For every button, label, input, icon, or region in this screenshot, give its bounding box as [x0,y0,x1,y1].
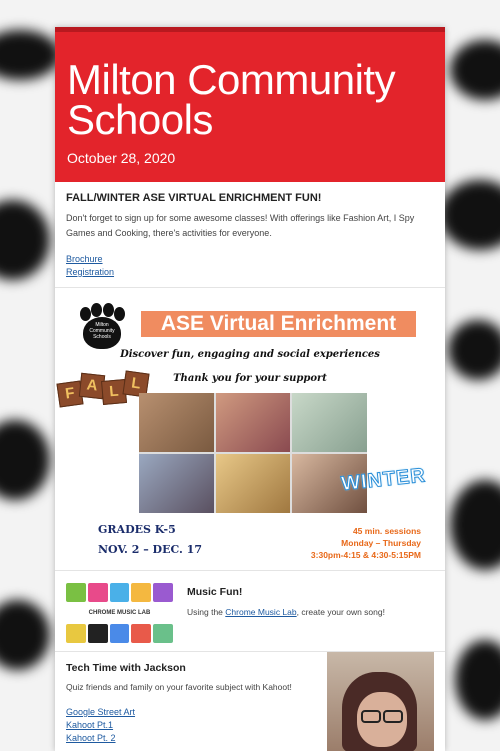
registration-link[interactable]: Registration [66,267,115,277]
cml-label: CHROME MUSIC LAB [66,604,173,623]
newsletter-date: October 28, 2020 [67,150,176,166]
google-street-art-link[interactable]: Google Street Art [66,707,136,717]
fall-letters [58,370,148,410]
music-heading: Music Fun! [187,586,243,598]
kids-photo-collage [139,393,367,513]
kahoot-part2-link[interactable]: Kahoot Pt. 2 [66,733,116,743]
fall-letter: A [79,373,105,399]
chrome-music-lab-image [66,583,173,643]
flyer-banner: ASE Virtual Enrichment [141,311,416,337]
dates-label: NOV. 2 – DEC. 17 [98,543,202,556]
page-title: Milton Community Schools [67,56,396,143]
fall-letter: F [56,380,83,407]
grades-label: GRADES K-5 [98,523,176,536]
music-body-prefix: Using the [187,607,226,617]
paw-logo [77,303,127,353]
logo-text: Milton Community Schools [89,322,115,340]
music-body [187,606,385,619]
days-label: Monday – Thursday [341,538,421,548]
tech-heading: Tech Time with Jackson [66,662,186,674]
times-label: 3:30pm-4:15 & 4:30-5:15PM [310,550,421,560]
chrome-music-lab-link[interactable]: Chrome Music Lab [225,607,297,617]
fall-letter: L [101,379,127,405]
tech-body: Quiz friends and family on your favorite subject with Kahoot! [66,682,292,692]
brochure-link[interactable]: Brochure [66,254,103,264]
fall-letter: L [122,370,149,397]
flyer-thanks: Thank you for your support [173,373,327,384]
section-body: Don't forget to sign up for some awesome classes! With offerings like Fashion Art, I Spy Games and Cooking, there's activities for everyone. [66,213,415,238]
newsletter-card [55,27,445,751]
header-banner [55,27,445,182]
sessions-label: 45 min. sessions [352,526,421,536]
music-section [55,571,445,652]
winter-text: WINTER [340,464,427,496]
section-heading: FALL/WINTER ASE VIRTUAL ENRICHMENT FUN! [66,192,322,204]
tech-section [55,652,445,751]
enrichment-section [55,182,445,288]
kahoot-part1-link[interactable]: Kahoot Pt.1 [66,720,114,730]
flyer-tagline: Discover fun, engaging and social experiences [120,349,380,360]
music-body-suffix: , create your own song! [296,607,385,617]
jackson-photo [327,652,434,751]
schedule-info [311,525,421,561]
ase-flyer-image [55,288,445,571]
grades-info [98,520,202,560]
music-text [187,583,385,643]
